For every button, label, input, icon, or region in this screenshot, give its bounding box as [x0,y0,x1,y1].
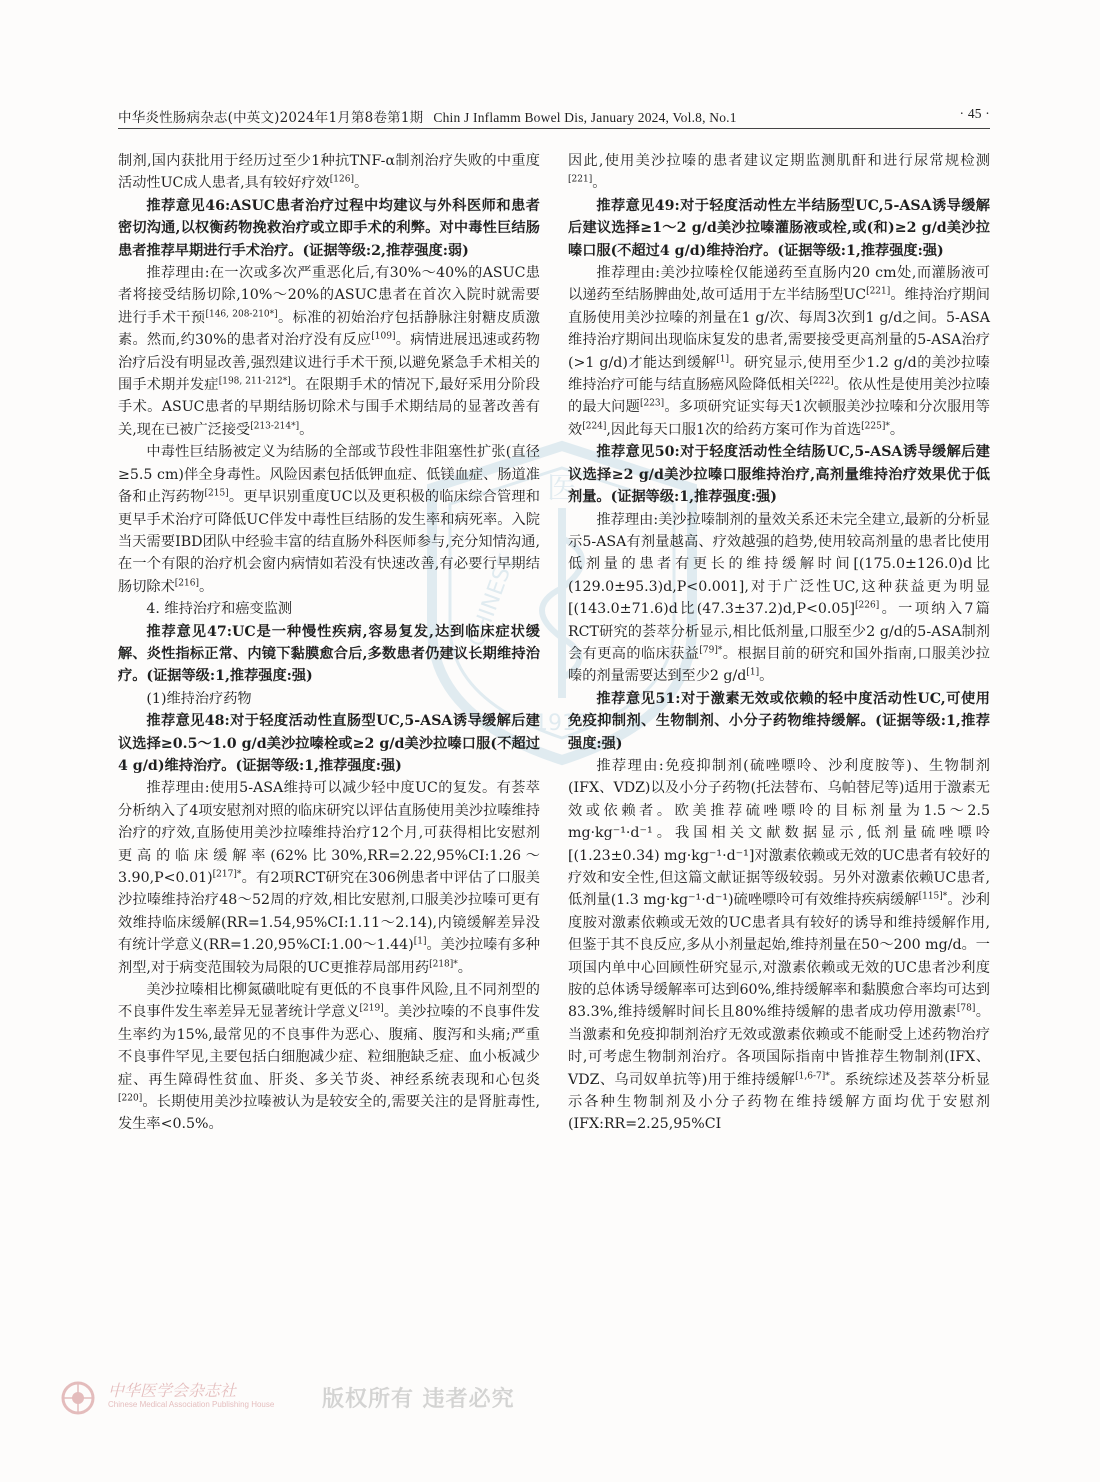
svg-text:CHINESE: CHINESE [464,550,521,651]
paragraph: 推荐理由:在一次或多次严重恶化后,有30%～40%的ASUC患者将接受结肠切除,10%～20%的ASUC患者在首次入院时就需要进行手术干预[146, 208-210*]。标准的初始治疗包括静脉注射糖皮质激素。然而,约30%的患者对治疗没有反应[109]。病情进展迅速或药物治疗后没有明显改善,强烈建议进行手术干预,以避免紧急手术相关的围手术期并发症[198, 211-212*]。在限期手术的情况下,最好采用分阶段手术。ASUC患者的早期结肠切除术与围手术期结局的显著改善有关,现在已被广泛接受[213-214*]。 [118,265,540,438]
journal-name-en: Chin J Inflamm Bowel Dis, January 2024, Vol.8, No.1 [433,110,737,125]
citation: [1] [413,936,427,947]
paragraph: 推荐理由:使用5-ASA维持可以减少轻中度UC的复发。有荟萃分析纳入了4项安慰剂对照的临床研究以评估直肠使用美沙拉嗪维持治疗的疗效,直肠使用美沙拉嗪维持治疗12个月,可获得相比安慰剂更高的临床缓解率(62%比30%,RR=2.22,95%CI:1.26～3.90,P<0.01)$^{[217]*}$。有2项RCT研究在306例患者中评估了口服美沙拉嗪维持治疗48～52周的疗效,相比安慰剂,口服美沙拉嗪可更有效维持临床缓解(RR=1.54,95%CI:1.11～2.14),内镜缓解差异没有统计学意义(RR=1.20,95%CI:1.00～1.44)[1]。美沙拉嗪有多种剂型,对于病变范围较为局限的UC更推荐局部用药$^{[218]*}$。 [118,780,540,976]
right-column [568,150,990,1136]
subsection-heading: (1)维持治疗药物 [146,690,252,707]
citation: [109] [371,331,396,342]
paragraph: 因此,使用美沙拉嗪的患者建议定期监测肌酐和进行尿常规检测[221]。 [568,153,990,192]
recommendation-50: 推荐意见50:对于轻度活动性全结肠UC,5-ASA诱导缓解后建议选择≥2 g/d美沙拉嗪口服维持治疗,高剂量维持治疗效果优于低剂量。(证据等级:1,推荐强度:强) [568,444,990,506]
citation: [221] [866,286,891,297]
journal-name-cn: 中华炎性肠病杂志(中英文)2024年1月第8卷第1期 [118,110,424,126]
citation: [221] [568,174,593,185]
citation: [222] [809,376,834,387]
citation: [79]* [699,645,723,656]
left-column [118,150,540,1136]
citation: [223] [639,398,665,409]
citation: [146, 208-210*] [205,309,278,320]
copyright-notice: 版权所有 违者必究 [322,1386,515,1412]
page-number: · 45 · [959,106,990,121]
citation: [218]* [429,958,458,969]
citation: [126] [329,174,354,185]
citation: [226] [855,600,880,611]
recommendation-46: 推荐意见46:ASUC患者治疗过程中均建议与外科医师和患者密切沟通,以权衡药物挽救治疗或立即手术的利弊。对中毒性巨结肠患者推荐早期进行手术治疗。(证据等级:2,推荐强度:弱) [118,197,540,259]
citation: [217]* [212,869,242,880]
citation: [115]* [918,891,948,902]
publisher-name-en: Chinese Medical Association Publishing House [108,1400,275,1409]
citation: [216] [174,577,199,588]
citation: [1] [716,353,729,364]
recommendation-51: 推荐意见51:对于激素无效或依赖的轻中度活动性UC,可使用免疫抑制剂、生物制剂、小分子药物维持缓解。(证据等级:1,推荐强度:强) [568,690,990,752]
svg-text:医: 医 [547,471,577,506]
citation: [1,6-7]* [795,1070,830,1081]
publisher-footer [60,1378,515,1418]
paragraph: 推荐理由:美沙拉嗪制剂的量效关系还未完全建立,最新的分析显示5-ASA有剂量越高、疗效越强的趋势,使用较高剂量的患者比使用低剂量的患者有更长的维持缓解时间[(175.0±126.0)d比(129.0±95.3)d,P<0.001],对于广泛性UC,这种获益更为明显[(143.0±71.6)d比(47.3±37.2)d,P<0.05][226]。一项纳入7篇RCT研究的荟萃分析显示,相比低剂量,口服至少2 g/d的5-ASA制剂会有更高的临床获益$^{[79]*}$。根据目前的研究和国外指南,口服美沙拉嗪的剂量需要达到至少2 g/d[1]。 [568,511,990,685]
citation: [213-214*] [250,421,300,432]
citation: [224] [582,421,607,432]
recommendation-47: 推荐意见47:UC是一种慢性疾病,容易复发,达到临床症状缓解、炎性指标正常、内镜下黏膜愈合后,多数患者仍建议长期维持治疗。(证据等级:1,推荐强度:强) [118,623,540,685]
citation: [1] [746,667,760,678]
citation: [225]* [861,421,890,432]
citation: [219] [359,1003,384,1014]
citation: [220] [118,1093,143,1104]
citation: [78] [956,1003,976,1014]
citation: [198, 211-212*] [218,376,291,387]
recommendation-48: 推荐意见48:对于轻度活动性直肠型UC,5-ASA诱导缓解后建议选择≥0.5～1.0 g/d美沙拉嗪栓或≥2 g/d美沙拉嗪口服(不超过4 g/d)维持治疗。(证据等级:1,推荐强度:强) [118,713,540,774]
paragraph: 美沙拉嗪相比柳氮磺吡啶有更低的不良事件风险,且不同剂型的不良事件发生率差异无显著统计学意义[219]。美沙拉嗪的不良事件发生率约为15%,最常见的不良事件为恶心、腹痛、腹泻和头痛;严重不良事件罕见,主要包括白细胞减少症、粒细胞缺乏症、血小板减少症、再生障碍性贫血、肝炎、多关节炎、神经系统表现和心包炎[220]。长期使用美沙拉嗪被认为是较安全的,需要关注的是肾脏毒性,发生率<0.5%。 [118,982,540,1133]
section-heading: 4. 维持治疗和癌变监测 [146,601,293,618]
journal-citation [118,106,737,126]
seal-icon [60,1380,96,1416]
paragraph: 制剂,国内获批用于经历过至少1种抗TNF-α制剂治疗失败的中重度活动性UC成人患者,具有较好疗效[126]。 [118,153,540,192]
paragraph: 中毒性巨结肠被定义为结肠的全部或节段性非阻塞性扩张(直径≥5.5 cm)伴全身毒性。风险因素包括低钾血症、低镁血症、肠道准备和止泻药物[215]。更早识别重度UC以及更积极的临床综合管理和更早手术治疗可降低UC伴发中毒性巨结肠的发生率和病死率。入院当天需要IBD团队中经验丰富的结直肠外科医师参与,充分知情沟通,在一个有限的治疗机会窗内病情如若没有快速改善,有必要行早期结肠切除术[216]。 [118,444,540,595]
recommendation-49: 推荐意见49:对于轻度活动性左半结肠型UC,5-ASA诱导缓解后建议选择≥1～2 g/d美沙拉嗪灌肠液或栓,或(和)≥2 g/d美沙拉嗪口服(不超过4 g/d)维持治疗。(证据等级:1,推荐强度:强) [568,197,990,259]
publisher-name-cn: 中华医学会杂志社 [108,1381,237,1400]
citation: [215] [204,488,229,499]
paragraph: 推荐理由:免疫抑制剂(硫唑嘌呤、沙利度胺等)、生物制剂(IFX、VDZ)以及小分子药物(托法替布、乌帕替尼等)适用于激素无效或依赖者。欧美推荐硫唑嘌呤的目标剂量为1.5～2.5 mg·kg⁻¹·d⁻¹。我国相关文献数据显示,低剂量硫唑嘌呤[(1.23±0.34) mg·kg⁻¹·d⁻¹]对激素依赖或无效的UC患者有较好的疗效和安全性,但这篇文献证据等级较弱。另外对激素依赖UC患者,低剂量(1.3 mg·kg⁻¹·d⁻¹)硫唑嘌呤可有效维持疾病缓解$^{[115]*}$。沙利度胺对激素依赖或无效的UC患者具有较好的诱导和维持缓解作用,但鉴于其不良反应,多从小剂量起始,维持剂量在50～200 mg/d。一项国内单中心回顾性研究显示,对激素依赖或无效的UC患者沙利度胺的总体诱导缓解率可达到60%,维持缓解率和黏膜愈合率均可达到83.3%,维持缓解时间长且80%维持缓解的患者成功停用激素[78]。当激素和免疫抑制剂治疗无效或激素依赖或不能耐受上述药物治疗时,可考虑生物制剂治疗。各项国际指南中皆推荐生物制剂(IFX、VDZ、乌司奴单抗等)用于维持缓解$^{[1,6-7]*}$。系统综述及荟萃分析显示各种生物制剂及小分子药物在维持缓解方面均优于安慰剂(IFX:RR=2.25,95%CI [568,757,991,1133]
running-header [118,104,990,129]
paragraph: 推荐理由:美沙拉嗪栓仅能递药至直肠内20 cm处,而灌肠液可以递药至结肠脾曲处,故可适用于左半结肠型UC[221]。维持治疗期间直肠使用美沙拉嗪的剂量在1 g/次、每周3次到1 g/d之间。5-ASA维持治疗期间出现临床复发的患者,需要接受更高剂量的5-ASA治疗(>1 g/d)才能达到缓解[1]。研究显示,使用至少1.2 g/d的美沙拉嗪维持治疗可能与结直肠癌风险降低相关[222]。依从性是使用美沙拉嗪的最大问题[223]。多项研究证实每天1次顿服美沙拉嗪和分次服用等效[224],因此每天口服1次的给药方案可作为首选$^{[225]*}$。 [568,265,990,438]
svg-text:1915: 1915 [534,711,590,736]
